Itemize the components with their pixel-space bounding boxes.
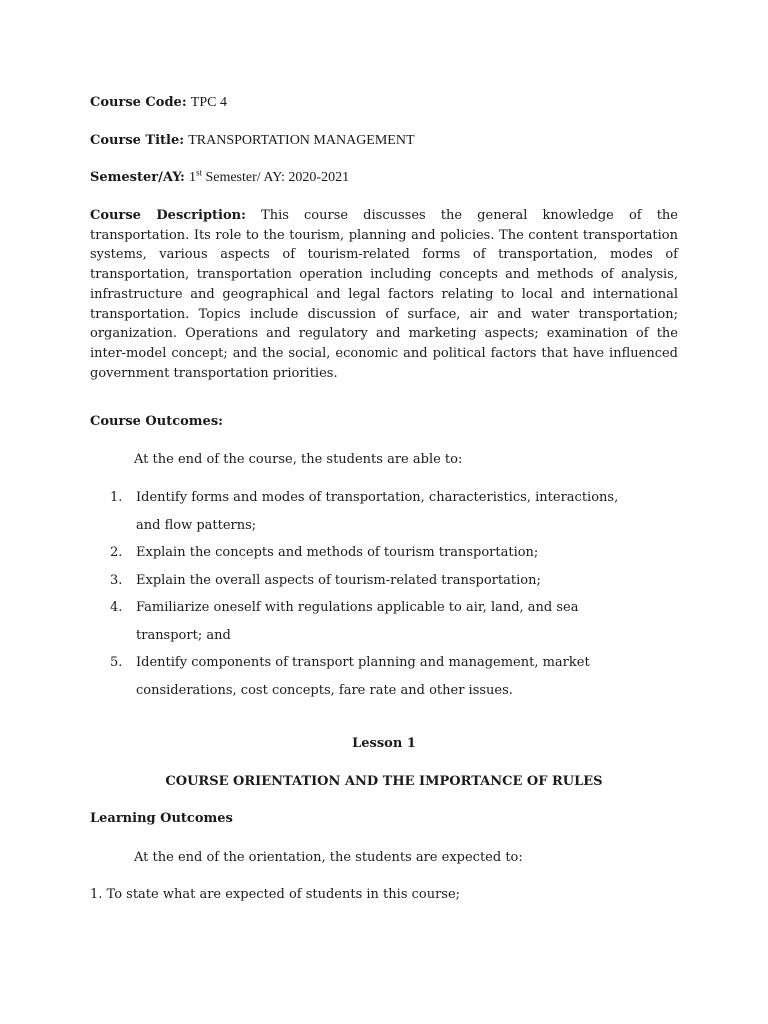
list-item [90, 594, 690, 649]
semester-value [188, 167, 350, 185]
list-item-text: Identify components of transport planning and management, market [136, 655, 590, 670]
list-item [90, 649, 690, 704]
semester-num: 1 [188, 170, 196, 185]
lesson-title: COURSE ORIENTATION AND THE IMPORTANCE OF RULES [165, 774, 603, 789]
course-outcomes-heading: Course Outcomes: [90, 414, 223, 429]
list-item [90, 567, 690, 595]
lesson-number: Lesson 1 [352, 736, 416, 751]
list-item-text-cont: transport; and [136, 627, 231, 643]
list-item-number: 3. [110, 572, 123, 588]
course-description-label: Course Description: [90, 208, 246, 223]
list-item-number: 5. [110, 655, 123, 670]
list-item-number: 2. [110, 545, 123, 560]
learning-outcomes-item-1: 1. To state what are expected of students in this course; [90, 887, 461, 902]
list-item-text: Identify forms and modes of transportation, characteristics, interactions, [136, 490, 619, 505]
list-item-text-cont: and flow patterns; [136, 517, 257, 533]
list-item-text: Familiarize oneself with regulations applicable to air, land, and sea [136, 600, 579, 615]
list-item-number: 4. [110, 600, 123, 615]
course-outcomes-intro: At the end of the course, the students are able to: [134, 452, 463, 467]
semester-label: Semester/AY: [90, 170, 185, 185]
course-title-label: Course Title: [90, 133, 185, 148]
list-item [90, 484, 690, 539]
course-outcomes-list [90, 484, 690, 704]
semester-sup: st [195, 167, 202, 178]
semester-rest: Semester/ AY: 2020-2021 [201, 170, 350, 185]
list-item-text-cont: considerations, cost concepts, fare rate and other issues. [136, 682, 513, 698]
course-title-value: TRANSPORTATION MANAGEMENT [188, 133, 415, 148]
course-description [90, 206, 678, 383]
list-item-text: Explain the concepts and methods of tourism transportation; [136, 545, 539, 560]
list-item-number: 1. [110, 490, 123, 505]
course-description-text: This course discusses the general knowledge of the transportation. Its role to the tourism, planning and policies. The content transportation systems, various aspects of tourism-related forms of transportation, modes of transportation, transportation operation including concepts and methods of analysis, infrastructure and geographical and legal factors relating to local and international transportation. Topics include discussion of surface, air and water transportation; organization. Operations and regulatory and marketing aspects; examination of the inter-model concept; and the social, economic and political factors that have influenced government transportation priorities. [90, 208, 678, 381]
semester-line [90, 169, 349, 186]
list-item-text: Explain the overall aspects of tourism-related transportation; [136, 572, 541, 588]
learning-outcomes-intro: At the end of the orientation, the students are expected to: [134, 850, 523, 865]
course-code-line [90, 94, 227, 111]
learning-outcomes-heading: Learning Outcomes [90, 811, 233, 826]
course-code-value: TPC 4 [190, 95, 227, 110]
list-item [90, 539, 690, 567]
course-code-label: Course Code: [90, 95, 187, 110]
course-title-line [90, 132, 415, 149]
